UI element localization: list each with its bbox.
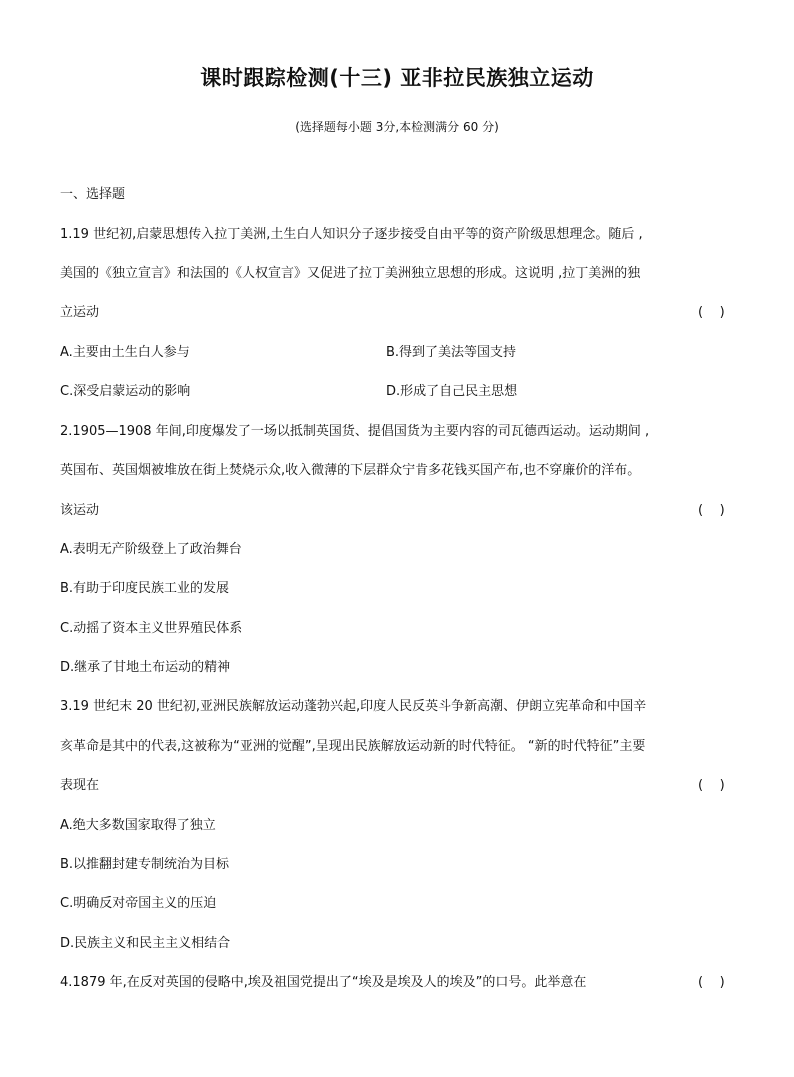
q3-option-c: C.明确反对帝国主义的压迫 bbox=[60, 896, 217, 911]
q2-option-d: D.继承了甘地土布运动的精神 bbox=[60, 660, 231, 675]
q2-option-c: C.动摇了资本主义世界殖民体系 bbox=[60, 621, 243, 636]
q1-option-a: A.主要由土生白人参与 bbox=[60, 345, 190, 360]
q4-answer-blank: ( ) bbox=[698, 975, 725, 990]
q3-stem-line3: 表现在 bbox=[60, 778, 100, 793]
q3-stem-line1: 3.19 世纪末 20 世纪初,亚洲民族解放运动蓬勃兴起,印度人民反英斗争新高潮、伊朗立宪革命和中国辛 bbox=[60, 699, 647, 714]
q2-stem-line3: 该运动 bbox=[60, 503, 100, 518]
section-heading: 一、选择题 bbox=[60, 187, 126, 202]
q2-option-a: A.表明无产阶级登上了政治舞台 bbox=[60, 542, 242, 557]
q3-answer-blank: ( ) bbox=[698, 778, 725, 793]
q2-option-b: B.有助于印度民族工业的发展 bbox=[60, 581, 230, 596]
q3-option-b: B.以推翻封建专制统治为目标 bbox=[60, 857, 230, 872]
q2-stem-line1: 2.1905—1908 年间,印度爆发了一场以抵制英国货、提倡国货为主要内容的司瓦德西运动。运动期间 , bbox=[60, 424, 650, 439]
q2-answer-blank: ( ) bbox=[698, 503, 725, 518]
q1-stem-line3: 立运动 bbox=[60, 305, 100, 320]
q1-stem-line2: 美国的《独立宣言》和法国的《人权宣言》又促进了拉丁美洲独立思想的形成。这说明 ,拉丁美洲的独 bbox=[60, 266, 641, 281]
page-subtitle: (选择题每小题 3分,本检测满分 60 分) bbox=[295, 120, 499, 134]
q3-option-d: D.民族主义和民主主义相结合 bbox=[60, 936, 231, 951]
q3-option-a: A.绝大多数国家取得了独立 bbox=[60, 818, 216, 833]
q1-option-d: D.形成了自己民主思想 bbox=[386, 384, 518, 399]
q1-option-c: C.深受启蒙运动的影响 bbox=[60, 384, 191, 399]
q1-answer-blank: ( ) bbox=[698, 305, 725, 320]
page-title: 课时跟踪检测(十三) 亚非拉民族独立运动 bbox=[200, 66, 594, 90]
q3-stem-line2: 亥革命是其中的代表,这被称为“亚洲的觉醒”,呈现出民族解放运动新的时代特征。 “新的时代特征”主要 bbox=[60, 739, 646, 754]
q2-stem-line2: 英国布、英国烟被堆放在街上焚烧示众,收入微薄的下层群众宁肯多花钱买国产布,也不穿廉价的洋布。 bbox=[60, 463, 641, 478]
q1-option-b: B.得到了美法等国支持 bbox=[386, 345, 517, 360]
q4-stem-line1: 4.1879 年,在反对英国的侵略中,埃及祖国党提出了“埃及是埃及人的埃及”的口号。此举意在 bbox=[60, 975, 587, 990]
q1-stem-line1: 1.19 世纪初,启蒙思想传入拉丁美洲,土生白人知识分子逐步接受自由平等的资产阶级思想理念。随后 , bbox=[60, 227, 643, 242]
